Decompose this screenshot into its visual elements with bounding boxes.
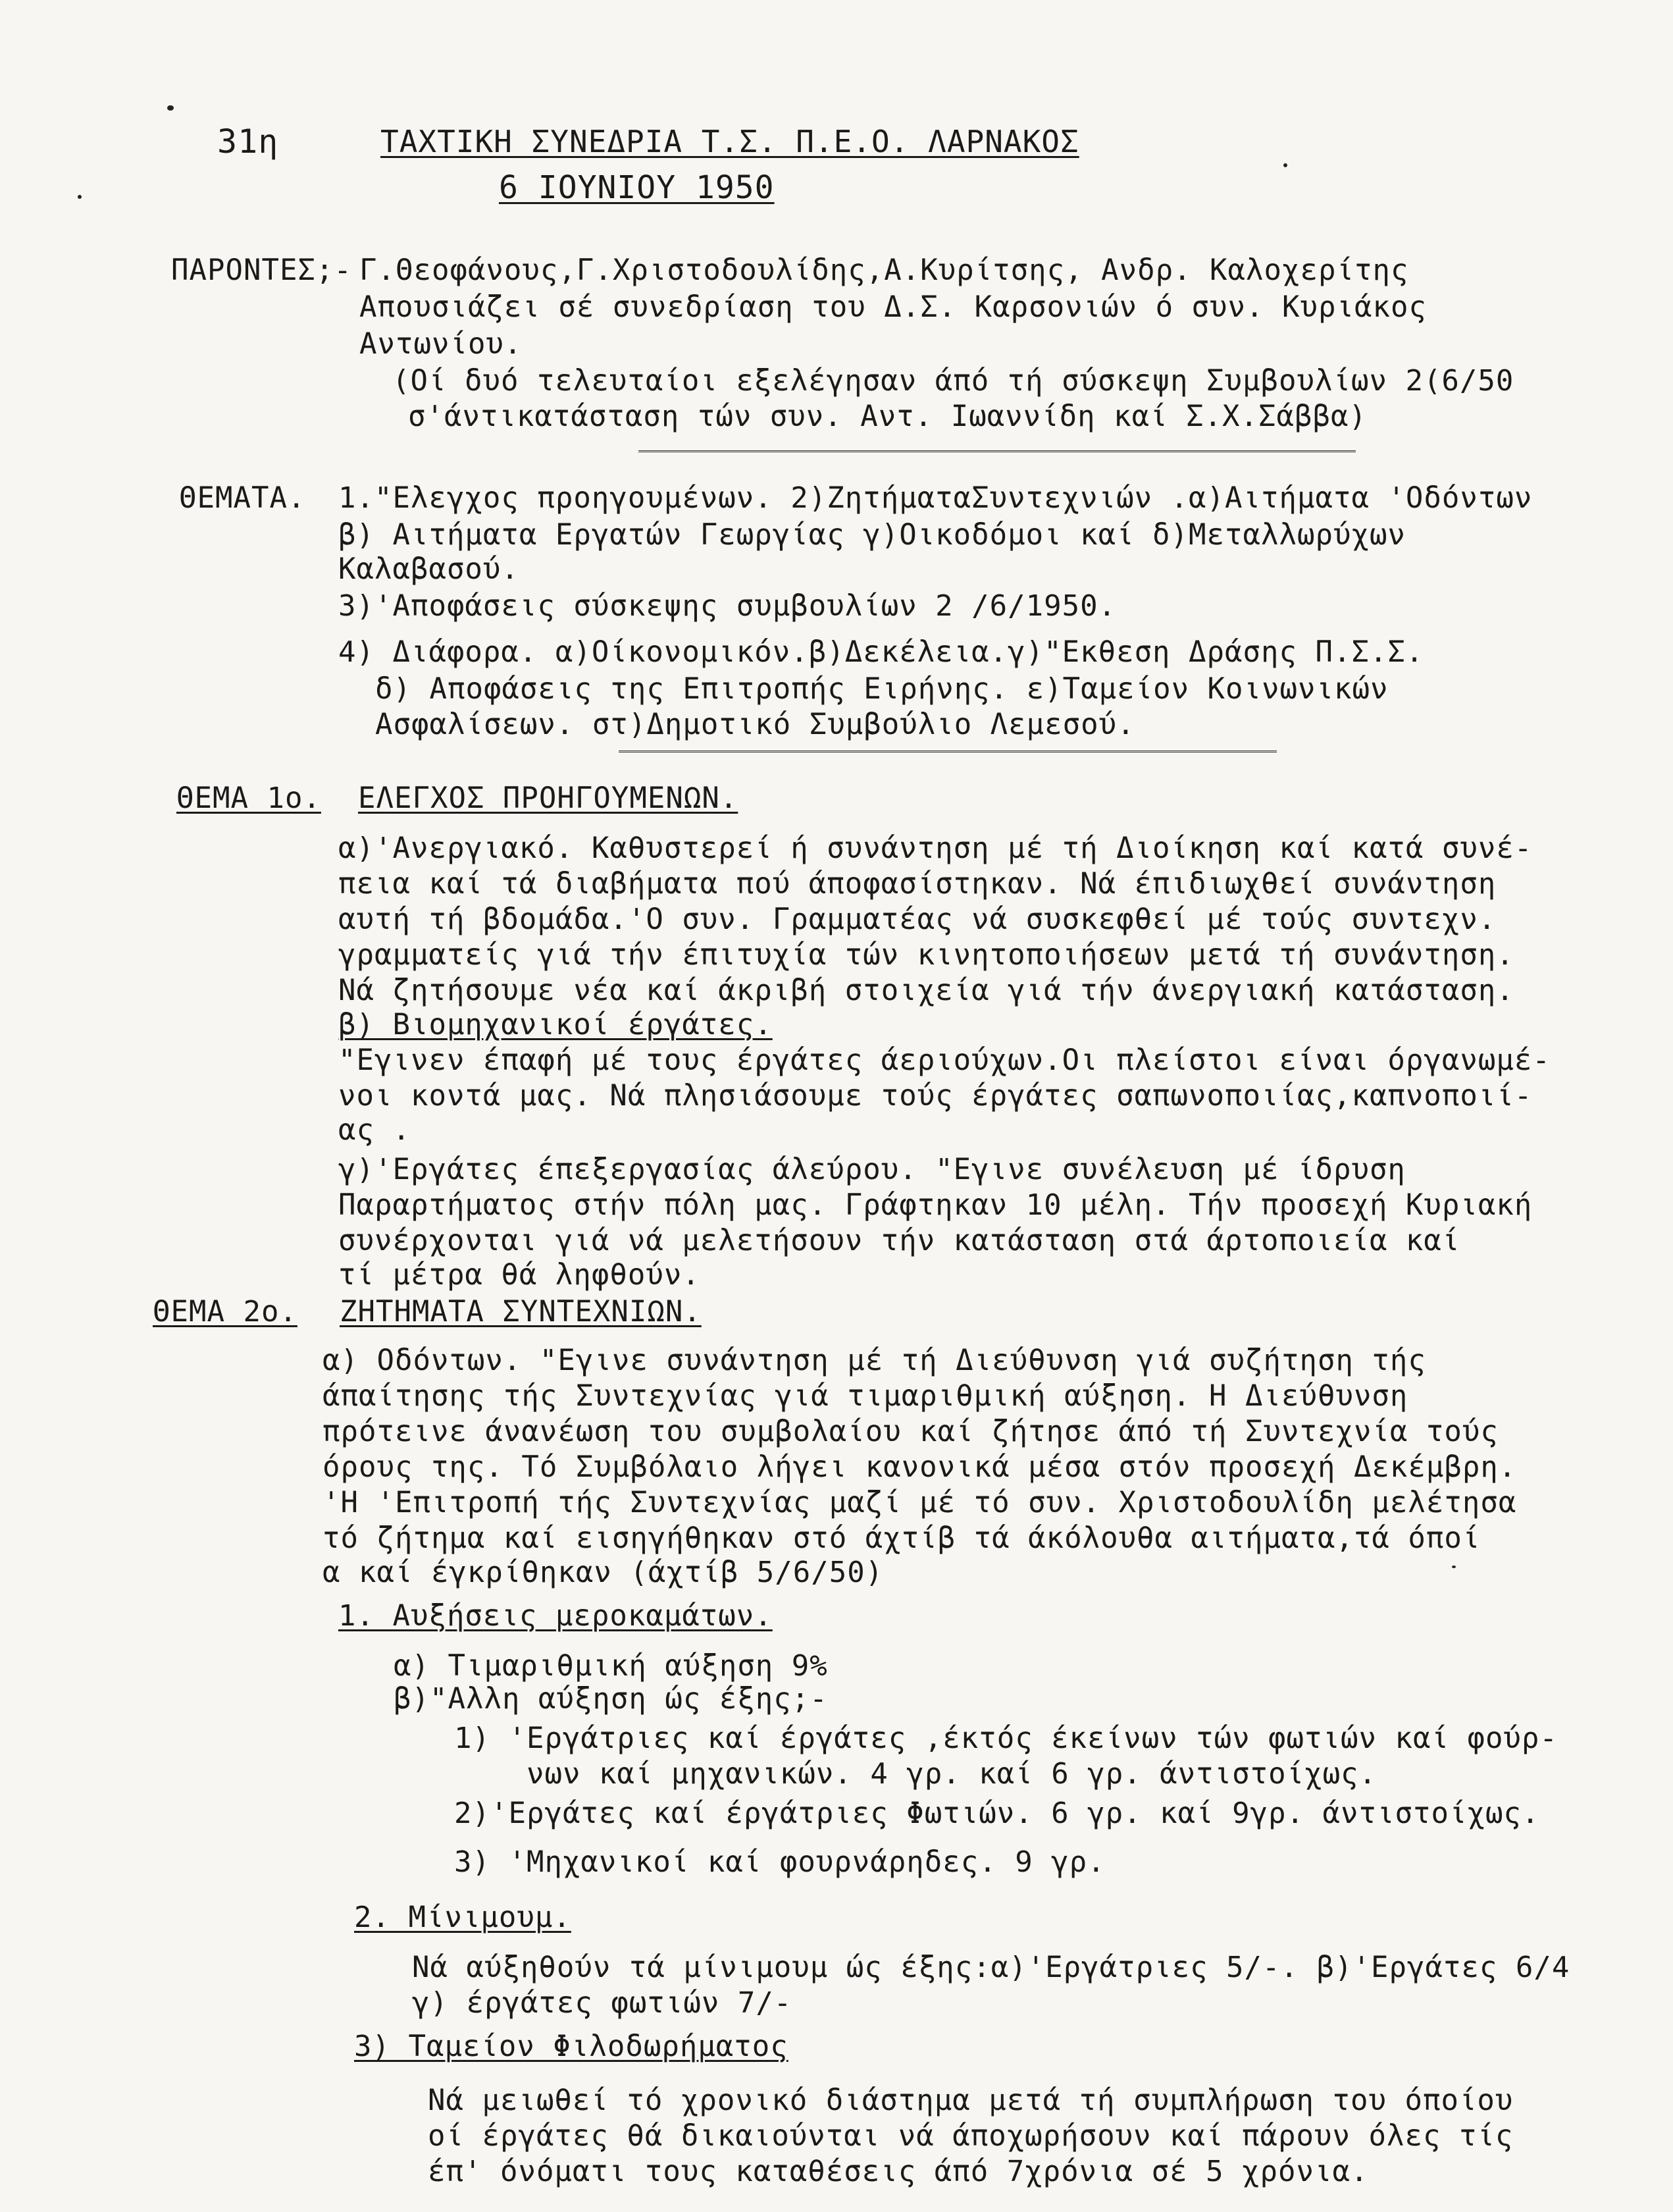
topics-line: Καλαβασού.	[338, 552, 519, 586]
present-line: Αντωνίου.	[359, 327, 523, 361]
topics-line: 3)'Αποφάσεις σύσκεψης συμβουλίων 2 /6/1950.	[338, 589, 1117, 623]
section2-label: ΘΕΜΑ 2ο.	[153, 1295, 297, 1329]
topics-label: ΘΕΜΑΤΑ.	[179, 481, 306, 515]
topics-line: δ) Αποφάσεις της Επιτροπής Ειρήνης. ε)Ταμείον Κοινωνικών	[375, 672, 1389, 706]
present-label: ΠΑΡΟΝΤΕΣ;-	[171, 253, 352, 287]
section1-line: γραμματείς γιά τήν έπιτυχία τών κινητοποιήσεων μετά τή συνάντηση.	[338, 938, 1514, 972]
topics-line: 4) Διάφορα. α)Οίκονομικόν.β)Δεκέλεια.γ)"Εκθεση Δράσης Π.Σ.Σ.	[338, 635, 1424, 669]
section2-line: α) Οδόντων. "Εγινε συνάντηση μέ τή Διεύθυνση γιά συζήτηση τής	[322, 1344, 1426, 1377]
scan-speck	[1452, 1566, 1456, 1568]
topics-line: Ασφαλίσεων. στ)Δημοτικό Συμβούλιο Λεμεσού.	[375, 708, 1135, 741]
section1-line: νοι κοντά μας. Νά πλησιάσουμε τούς έργάτες σαπωνοποιίας,καπνοποιί-	[338, 1079, 1533, 1113]
item1-line: β)"Αλλη αύξηση ώς έξης;-	[394, 1682, 828, 1716]
item1-line: νων καί μηχανικών. 4 γρ. καί 6 γρ. άντιστοίχως.	[527, 1757, 1377, 1791]
section1-line: α)'Ανεργιακό. Καθυστερεί ή συνάντηση μέ τή Διοίκηση καί κατά συνέ-	[338, 831, 1533, 865]
scan-speck	[1283, 163, 1287, 167]
item1-line: 1) 'Εργάτριες καί έργάτες ,έκτός έκείνων τών φωτιών καί φούρ-	[454, 1722, 1558, 1755]
section1-label: ΘΕΜΑ 1ο.	[176, 781, 321, 815]
section2-line: άπαίτησης τής Συντεχνίας γιά τιμαριθμική αύξηση. Η Διεύθυνση	[322, 1379, 1408, 1413]
item1-line: 3) 'Μηχανικοί καί φουρνάρηδες. 9 γρ.	[454, 1845, 1106, 1879]
document-date: 6 ΙΟΥΝΙΟΥ 1950	[499, 169, 775, 206]
section1-line: πεια καί τά διαβήματα πού άποφασίστηκαν. Νά έπιδιωχθεί συνάντηση	[338, 867, 1497, 901]
item3-line: οί έργάτες θά δικαιούνται νά άποχωρήσουν καί πάρουν όλες τίς	[428, 2119, 1514, 2153]
section1-heading: ΕΛΕΓΧΟΣ ΠΡΟΗΓΟΥΜΕΝΩΝ.	[358, 781, 738, 815]
section1-line: ας .	[338, 1113, 411, 1147]
meeting-number: 31η	[217, 122, 279, 161]
scan-speck	[167, 105, 174, 111]
section1-line: γ)'Εργάτες έπεξεργασίας άλεύρου. "Εγινε συνέλευση μέ ίδρυση	[338, 1153, 1406, 1186]
present-line: Γ.Θεοφάνους,Γ.Χριστοδουλίδης,Α.Κυρίτσης, Ανδρ. Καλοχερίτης	[359, 253, 1409, 287]
section1-subheading: β) Βιομηχανικοί έργάτες.	[338, 1008, 773, 1041]
item3-line: έπ' όνόματι τους καταθέσεις άπό 7χρόνια σέ 5 χρόνια.	[428, 2155, 1369, 2188]
item1-heading: 1. Αυξήσεις μεροκαμάτων.	[338, 1599, 773, 1633]
section1-line: "Εγινεν έπαφή μέ τους έργάτες άεριούχων.Οι πλείστοι είναι όργανωμέ-	[338, 1043, 1551, 1077]
item2-heading: 2. Μίνιμουμ.	[354, 1901, 571, 1934]
section2-line: πρότεινε άνανέωση του συμβολαίου καί ζήτησε άπό τή Συντεχνία τούς	[322, 1415, 1499, 1448]
section1-line: συνέρχονται γιά νά μελετήσουν τήν κατάσταση στά άρτοποιεία καί	[338, 1224, 1460, 1257]
divider-line	[638, 450, 1356, 452]
present-line: Απουσιάζει σέ συνεδρίαση του Δ.Σ. Καρσονιών ό συν. Κυριάκος	[359, 290, 1427, 324]
present-line: (Οί δυό τελευταίοι εξελέγησαν άπό τή σύσκεψη Συμβουλίων 2(6/50	[392, 364, 1514, 398]
item1-line: 2)'Εργάτες καί έργάτριες Φωτιών. 6 γρ. καί 9γρ. άντιστοίχως.	[454, 1797, 1540, 1830]
item3-heading: 3) Ταμείον Φιλοδωρήματος	[354, 2030, 788, 2063]
item2-line: Νά αύξηθούν τά μίνιμουμ ώς έξης:α)'Εργάτριες 5/-. β)'Εργάτες 6/4	[412, 1951, 1570, 1984]
item3-line: Νά μειωθεί τό χρονικό διάστημα μετά τή συμπλήρωση του όποίου	[428, 2084, 1514, 2117]
divider-line	[619, 750, 1277, 752]
present-line: σ'άντικατάσταση τών συν. Αντ. Ιωαννίδη καί Σ.Χ.Σάββα)	[408, 400, 1367, 433]
item2-line: γ) έργάτες φωτιών 7/-	[412, 1986, 792, 2020]
section2-line: τό ζήτημα καί εισηγήθηκαν στό άχτίβ τά άκόλουθα αιτήματα,τά όποί	[322, 1521, 1481, 1555]
section2-line: όρους της. Τό Συμβόλαιο λήγει κανονικά μέσα στόν προσεχή Δεκέμβρη.	[322, 1450, 1517, 1484]
section1-line: Νά ζητήσουμε νέα καί άκριβή στοιχεία γιά τήν άνεργιακή κατάσταση.	[338, 974, 1514, 1007]
section2-line: 'Η 'Επιτροπή τής Συντεχνίας μαζί μέ τό συν. Χριστοδουλίδη μελέτησα	[322, 1486, 1517, 1519]
section1-line: Παραρτήματος στήν πόλη μας. Γράφτηκαν 10 μέλη. Τήν προσεχή Κυριακή	[338, 1188, 1533, 1222]
section2-line: α καί έγκρίθηκαν (άχτίβ 5/6/50)	[322, 1556, 884, 1589]
topics-line: β) Αιτήματα Εργατών Γεωργίας γ)Οικοδόμοι καί δ)Μεταλλωρύχων	[338, 518, 1406, 552]
topics-line: 1."Ελεγχος προηγουμένων. 2)ΖητήματαΣυντεχνιών .α)Αιτήματα 'Οδόντων	[338, 481, 1533, 515]
section2-heading: ΖΗΤΗΜΑΤΑ ΣΥΝΤΕΧΝΙΩΝ.	[340, 1295, 702, 1329]
section1-line: τί μέτρα θά ληφθούν.	[338, 1258, 700, 1292]
document-title: ΤΑΧΤΙΚΗ ΣΥΝΕΔΡΙΑ Τ.Σ. Π.Ε.Ο. ΛΑΡΝΑΚΟΣ	[380, 124, 1079, 159]
item1-line: α) Τιμαριθμική αύξηση 9%	[394, 1649, 828, 1683]
scan-speck	[78, 195, 82, 199]
section1-line: αυτή τή βδομάδα.'Ο συν. Γραμματέας νά συσκεφθεί μέ τούς συντεχν.	[338, 903, 1497, 936]
